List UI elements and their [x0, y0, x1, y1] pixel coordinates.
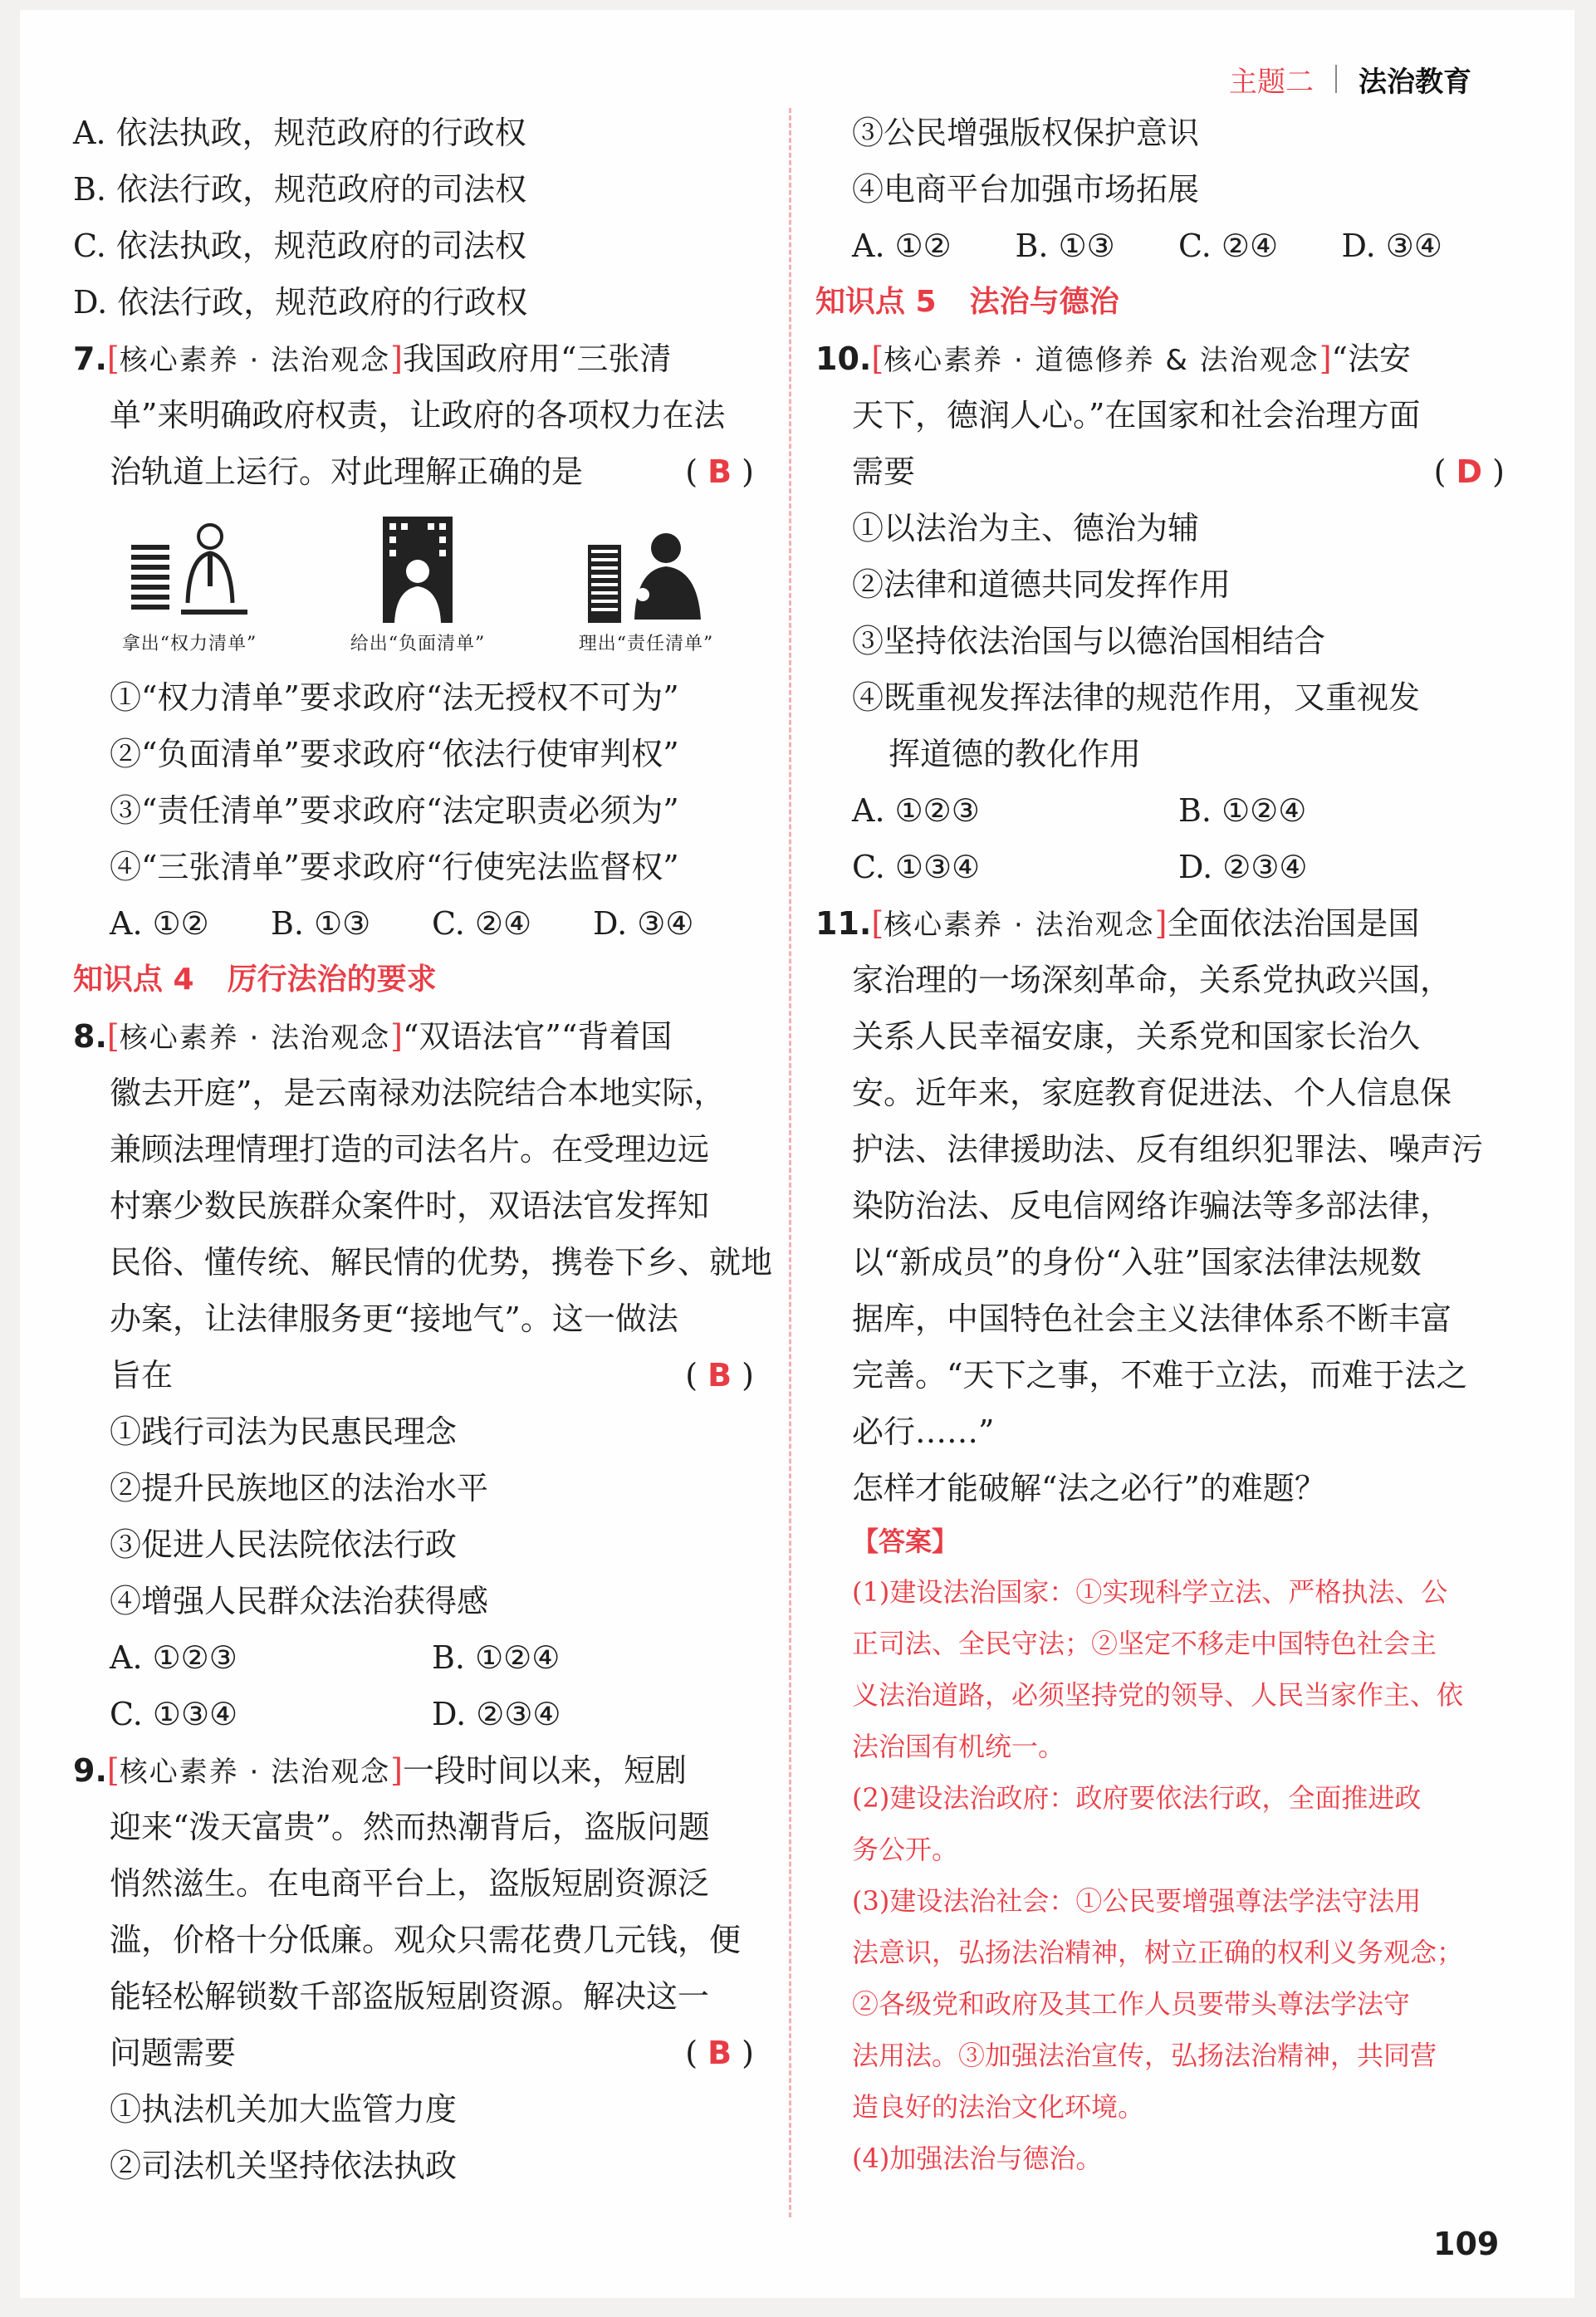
q8-option-b: B. ①②④: [432, 1639, 561, 1676]
q9-answer: B: [707, 2035, 732, 2071]
q9-stem-line-3: 悄然滋生。在电商平台上，盗版短剧资源泛: [110, 1865, 710, 1902]
answer-line-2: 正司法、全民守法；②坚定不移走中国特色社会主: [852, 1628, 1437, 1659]
q8-stem-line-1: 8.[核心素养 · 法治观念]“双语法官”“背着国: [73, 1018, 673, 1055]
q9-option-b: B. ①③: [1015, 228, 1115, 264]
q7-number: 7.: [73, 340, 107, 377]
q8-answer-bracket: ( B ): [685, 1357, 754, 1394]
q9-item-3: ③公民增强版权保护意识: [852, 115, 1200, 151]
q7-option-c: C. ②④: [432, 905, 532, 942]
q9-stem-line-2: 迎来“泼天富贵”。然而热潮背后，盗版问题: [110, 1809, 710, 1845]
q7-illustrations: [73, 512, 754, 669]
q8-item-4: ④增强人民群众法治获得感: [110, 1583, 489, 1619]
q11-stem-line-8: 据库，中国特色社会主义法律体系不断丰富: [852, 1301, 1452, 1337]
q11-number: 11.: [815, 905, 872, 942]
q7-tag: [核心素养 · 法治观念]: [106, 340, 403, 377]
figure-power-list: [90, 512, 289, 669]
answer-line-9: ②各级党和政府及其工作人员要带头尊法学法守: [852, 1988, 1411, 2020]
q8-item-2: ②提升民族地区的法治水平: [110, 1470, 489, 1506]
person-with-stack-icon: [580, 512, 712, 628]
q8-stem-line-3: 兼顾法理情理打造的司法名片。在受理边远: [110, 1131, 710, 1168]
answer-line-8: 法意识，弘扬法治精神，树立正确的权利义务观念；: [852, 1937, 1464, 1968]
page-number: 109: [1433, 2226, 1500, 2262]
q7-stem-line-2: 单”来明确政府权责，让政府的各项权力在法: [110, 397, 726, 434]
q10-answer-bracket: ( D ): [1433, 453, 1505, 490]
header-title: 法治教育: [1359, 65, 1471, 99]
header-theme: 主题二: [1229, 65, 1314, 99]
q6-option-c: C. 依法执政，规范政府的司法权: [73, 228, 526, 264]
answer-label: 【答案】: [852, 1526, 959, 1557]
q7-item-4: ④“三张清单”要求政府“行使宪法监督权”: [110, 849, 679, 885]
q8-stem-line-5: 民俗、懂传统、解民情的优势，携卷下乡、就地: [110, 1244, 773, 1281]
q8-stem-line-6: 办案，让法律服务更“接地气”。这一做法: [110, 1301, 678, 1337]
q8-stem-line-7: 旨在 ( B ): [73, 1347, 754, 1403]
figure-caption-negative-list: 给出“负面清单”: [350, 634, 486, 654]
q10-answer: D: [1456, 453, 1483, 490]
knowledge-point-4: 知识点 4 厉行法治的要求: [73, 963, 437, 997]
q11-stem-line-7: 以“新成员”的身份“入驻”国家法律法规数: [852, 1244, 1422, 1281]
q10-stem-line-1: 10.[核心素养 · 道德修养 & 法治观念]“法安: [815, 340, 1411, 377]
q8-option-d: D. ②③④: [432, 1696, 561, 1732]
answer-line-12: (4)加强法治与德治。: [852, 2143, 1103, 2174]
q11-stem-line-5: 护法、法律援助法、反有组织犯罪法、噪声污: [852, 1131, 1484, 1168]
q10-option-a: A. ①②③: [852, 792, 980, 829]
q9-stem-line-1: 9.[核心素养 · 法治观念]一段时间以来，短剧: [73, 1752, 687, 1789]
q7-answer-bracket: ( B ): [685, 453, 754, 490]
q10-tag: [核心素养 · 道德修养 & 法治观念]: [871, 340, 1332, 377]
q9-tag: [核心素养 · 法治观念]: [106, 1752, 403, 1789]
q9-option-c: C. ②④: [1178, 228, 1279, 264]
q8-tag: [核心素养 · 法治观念]: [106, 1018, 403, 1055]
q7-item-2: ②“负面清单”要求政府“依法行使审判权”: [110, 736, 679, 772]
q9-stem-line-6: 问题需要 ( B ): [73, 2025, 754, 2081]
q9-answer-bracket: ( B ): [685, 2035, 754, 2071]
q10-stem-line-3: 需要 ( D ): [815, 443, 1505, 500]
answer-line-1: (1)建设法治国家：①实现科学立法、严格执法、公: [852, 1576, 1448, 1608]
q10-item-3: ③坚持依法治国与以德治国相结合: [852, 623, 1326, 659]
q11-stem-line-10: 必行……”: [852, 1413, 995, 1450]
knowledge-point-5: 知识点 5 法治与德治: [815, 285, 1119, 319]
q8-stem-line-4: 村寨少数民族群众案件时，双语法官发挥知: [110, 1188, 710, 1224]
q10-item-4-cont: 挥道德的教化作用: [889, 736, 1142, 772]
running-header: [1229, 58, 1471, 100]
q10-item-1: ①以法治为主、德治为辅: [852, 510, 1200, 546]
q7-item-1: ①“权力清单”要求政府“法无授权不可为”: [110, 679, 679, 716]
figure-caption-power-list: 拿出“权力清单”: [121, 634, 257, 654]
q7-option-a: A. ①②: [110, 905, 209, 942]
q9-item-1: ①执法机关加大监管力度: [110, 2091, 458, 2128]
answer-line-4: 法治国有机统一。: [852, 1731, 1065, 1762]
q7-option-b: B. ①③: [271, 905, 371, 942]
q7-option-d: D. ③④: [593, 905, 694, 942]
right-column: [815, 105, 1505, 2184]
q9-stem-line-4: 滥，价格十分低廉。观众只需花费几元钱，便: [110, 1922, 742, 1958]
q8-options-row-1: [73, 1629, 754, 1686]
q6-option-a: A. 依法执政，规范政府的行政权: [73, 115, 526, 151]
q8-options-row-2: [73, 1686, 754, 1742]
q11-tag: [核心素养 · 法治观念]: [871, 905, 1168, 942]
q9-item-4: ④电商平台加强市场拓展: [852, 171, 1200, 208]
q7-item-3: ③“责任清单”要求政府“法定职责必须为”: [110, 792, 679, 829]
q8-option-a: A. ①②③: [110, 1639, 237, 1676]
answer-line-5: (2)建设法治政府：政府要依法行政，全面推进政: [852, 1782, 1422, 1814]
q8-number: 8.: [73, 1018, 107, 1055]
q7-answer: B: [707, 453, 732, 490]
q10-option-d: D. ②③④: [1178, 849, 1308, 885]
q11-stem-line-2: 家治理的一场深刻革命，关系党执政兴国，: [852, 962, 1452, 998]
figure-caption-responsibility-list: 理出“责任清单”: [578, 634, 714, 654]
answer-line-7: (3)建设法治社会：①公民要增强尊法学法守法用: [852, 1885, 1422, 1917]
q11-stem-line-9: 完善。“天下之事，不难于立法，而难于法之: [852, 1357, 1468, 1394]
q9-options: [815, 218, 1505, 274]
q8-item-3: ③促进人民法院依法行政: [110, 1526, 458, 1563]
q7-stem-line-1: 7.[核心素养 · 法治观念]我国政府用“三张清: [73, 340, 672, 377]
q6-option-b: B. 依法行政，规范政府的司法权: [73, 171, 527, 208]
q9-stem-line-5: 能轻松解锁数千部盗版短剧资源。解决这一: [110, 1978, 710, 2015]
q9-option-d: D. ③④: [1341, 228, 1442, 264]
q9-option-a: A. ①②: [852, 228, 952, 264]
answer-line-3: 义法治道路，必须坚持党的领导、人民当家作主、依: [852, 1679, 1464, 1711]
answer-line-6: 务公开。: [852, 1834, 959, 1865]
q10-option-b: B. ①②④: [1178, 792, 1307, 829]
q10-item-4: ④既重视发挥法律的规范作用，又重视发: [852, 679, 1421, 716]
header-separator: [1335, 65, 1337, 93]
q8-answer: B: [707, 1357, 732, 1394]
q11-stem-line-1: 11.[核心素养 · 法治观念]全面依法治国是国: [815, 905, 1420, 942]
answer-line-10: 法用法。③加强法治宣传，弘扬法治精神，共同营: [852, 2040, 1437, 2071]
q11-stem-line-6: 染防治法、反电信网络诈骗法等多部法律，: [852, 1188, 1452, 1224]
answer-line-11: 造良好的法治文化环境。: [852, 2091, 1145, 2123]
q11-stem-line-3: 关系人民幸福安康，关系党和国家长治久: [852, 1018, 1421, 1055]
q7-options: [73, 895, 754, 952]
q8-stem-line-2: 徽去开庭”，是云南禄劝法院结合本地实际，: [110, 1075, 726, 1111]
q9-item-2: ②司法机关坚持依法执政: [110, 2148, 458, 2184]
q11-question: 怎样才能破解“法之必行”的难题？: [852, 1470, 1326, 1506]
q10-number: 10.: [815, 340, 872, 377]
q8-option-c: C. ①③④: [110, 1696, 238, 1732]
figure-negative-list: [318, 512, 517, 669]
q8-item-1: ①践行司法为民惠民理念: [110, 1413, 458, 1450]
q10-option-c: C. ①③④: [852, 849, 981, 885]
q10-options-row-2: [815, 839, 1505, 895]
q7-stem-line-3: 治轨道上运行。对此理解正确的是 ( B ): [73, 443, 754, 500]
left-column: [73, 105, 773, 2194]
figure-responsibility-list: [546, 512, 746, 669]
q10-options-row-1: [815, 782, 1505, 839]
q6-option-d: D. 依法行政，规范政府的行政权: [73, 284, 528, 321]
building-person-icon: [351, 512, 484, 628]
q11-stem-line-4: 安。近年来，家庭教育促进法、个人信息保: [852, 1075, 1452, 1111]
q10-stem-line-2: 天下，德润人心。”在国家和社会治理方面: [852, 397, 1421, 434]
q9-number: 9.: [73, 1752, 107, 1789]
person-with-list-icon: [123, 512, 256, 628]
q10-item-2: ②法律和道德共同发挥作用: [852, 566, 1231, 603]
column-divider: [789, 108, 791, 2217]
